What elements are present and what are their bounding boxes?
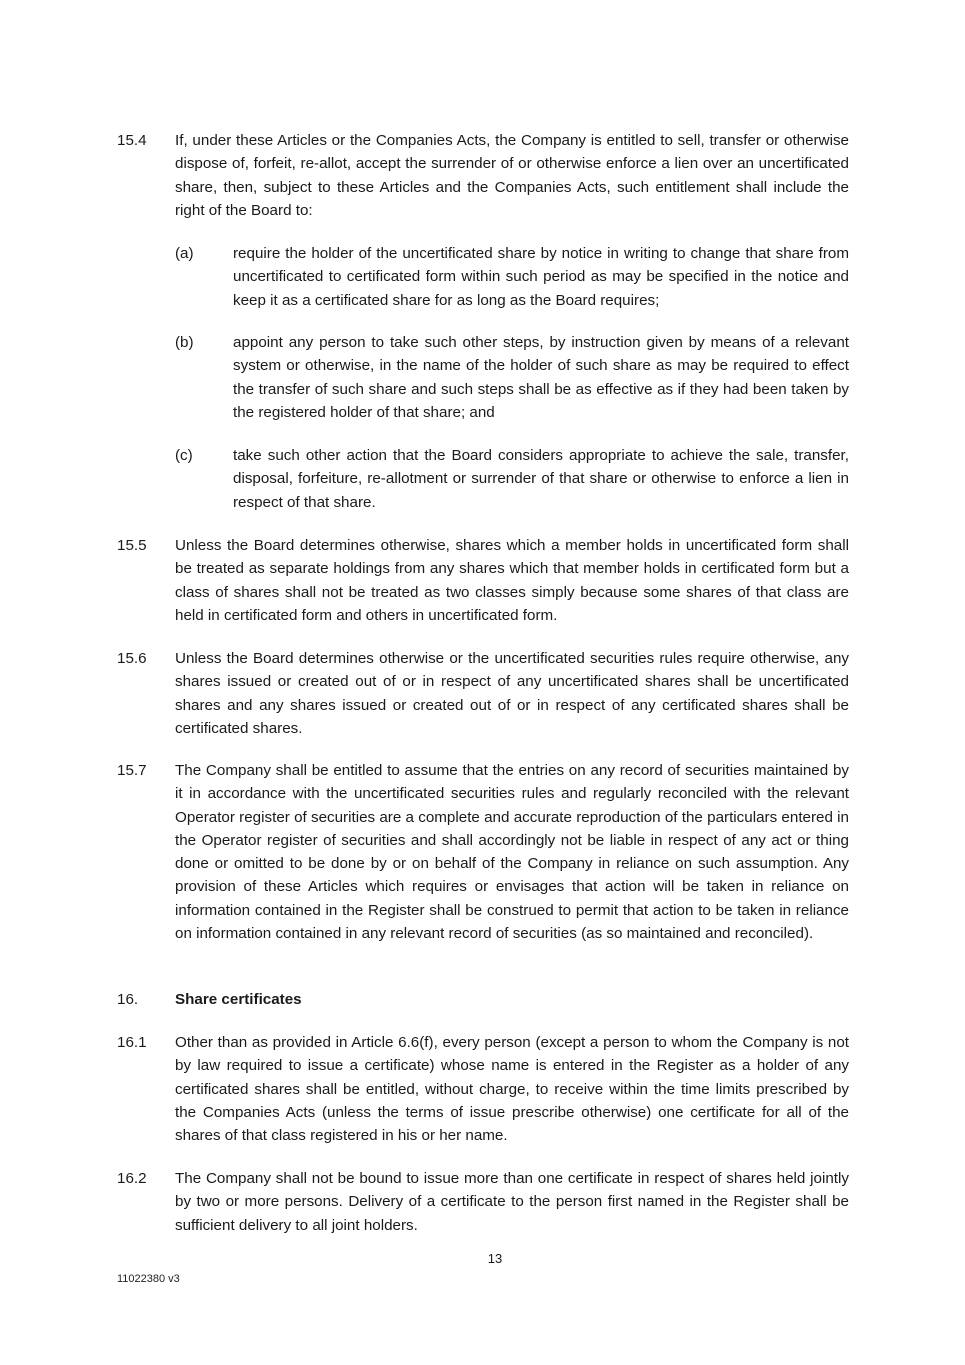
- subclause-label: (a): [175, 245, 194, 262]
- subclause-15-4-c: [175, 444, 849, 514]
- page-number: 13: [487, 1251, 503, 1266]
- subclause-label: (c): [175, 447, 193, 464]
- clause-16-2: [117, 1167, 849, 1237]
- clause-text: The Company shall not be bound to issue more than one certificate in respect of shares held jointly by two or more persons. Delivery of a certificate to the person first named in the Register shall be sufficient delivery to all joint holders.: [175, 1170, 849, 1234]
- clause-number: 15.7: [117, 762, 147, 779]
- clause-number: 15.6: [117, 650, 147, 667]
- clause-text: Unless the Board determines otherwise, shares which a member holds in uncertificated form shall be treated as separate holdings from any shares which that member holds in certificated form but a class of shares shall not be treated as two classes simply because some shares of that class are held in certificated form and others in uncertificated form.: [175, 537, 849, 624]
- section-title: Share certificates: [175, 991, 302, 1008]
- section-heading-16: [117, 988, 849, 1011]
- clause-number: 16.1: [117, 1034, 147, 1051]
- clause-15-7: [117, 759, 849, 945]
- clause-number: 15.5: [117, 537, 147, 554]
- subclause-label: (b): [175, 334, 194, 351]
- clause-text: Unless the Board determines otherwise or the uncertificated securities rules require otherwise, any shares issued or created out of or in respect of any uncertificated shares shall be uncertificated shares and any shares issued or created out of or in respect of any certificated shares shall be certificated shares.: [175, 650, 849, 737]
- subclause-15-4-a: [175, 242, 849, 312]
- clause-16-1: [117, 1031, 849, 1147]
- subclause-text: take such other action that the Board considers appropriate to achieve the sale, transfer, disposal, forfeiture, re-allotment or surrender of that share or otherwise to enforce a lien in respect of that share.: [233, 447, 849, 511]
- subclause-text: appoint any person to take such other steps, by instruction given by means of a relevant system or otherwise, in the name of the holder of such share as may be required to effect the transfer of such share and such steps shall be as effective as if they had been taken by the registered holder of that share; and: [233, 334, 849, 421]
- clause-number: 15.4: [117, 132, 147, 149]
- clause-number: 16.2: [117, 1170, 147, 1187]
- subclause-15-4-b: [175, 331, 849, 424]
- clause-15-5: [117, 534, 849, 627]
- clause-text: If, under these Articles or the Companies Acts, the Company is entitled to sell, transfer or otherwise dispose of, forfeit, re-allot, accept the surrender of or otherwise enforce a lien over an uncertificated share, then, subject to these Articles and the Companies Acts, such entitlement shall include the right of the Board to:: [175, 132, 849, 219]
- subclause-text: require the holder of the uncertificated share by notice in writing to change that share from uncertificated to certificated form within such period as may be specified in the notice and keep it as a certificated share for as long as the Board requires;: [233, 245, 849, 309]
- clause-15-4: [117, 129, 849, 222]
- clause-15-6: [117, 647, 849, 740]
- document-reference: 11022380 v3: [117, 1273, 180, 1285]
- section-number: 16.: [117, 991, 139, 1008]
- clause-text: Other than as provided in Article 6.6(f), every person (except a person to whom the Company is not by law required to issue a certificate) whose name is entered in the Register as a holder of any certificated shares shall be entitled, without charge, to receive within the time limits prescribed by the Companies Acts (unless the terms of issue prescribe otherwise) one certificate for all of the shares of that class registered in his or her name.: [175, 1034, 849, 1145]
- clause-text: The Company shall be entitled to assume that the entries on any record of securities maintained by it in accordance with the uncertificated securities rules and regularly reconciled with the relevant Operator register of securities are a complete and accurate reproduction of the particulars entered in the Operator register of securities and shall accordingly not be liable in respect of any act or thing done or omitted to be done by or on behalf of the Company in reliance on such assumption. Any provision of these Articles which requires or envisages that action will be taken in reliance on information contained in the Register shall be construed to permit that action to be taken in reliance on information contained in any relevant record of securities (as so maintained and reconciled).: [175, 762, 849, 943]
